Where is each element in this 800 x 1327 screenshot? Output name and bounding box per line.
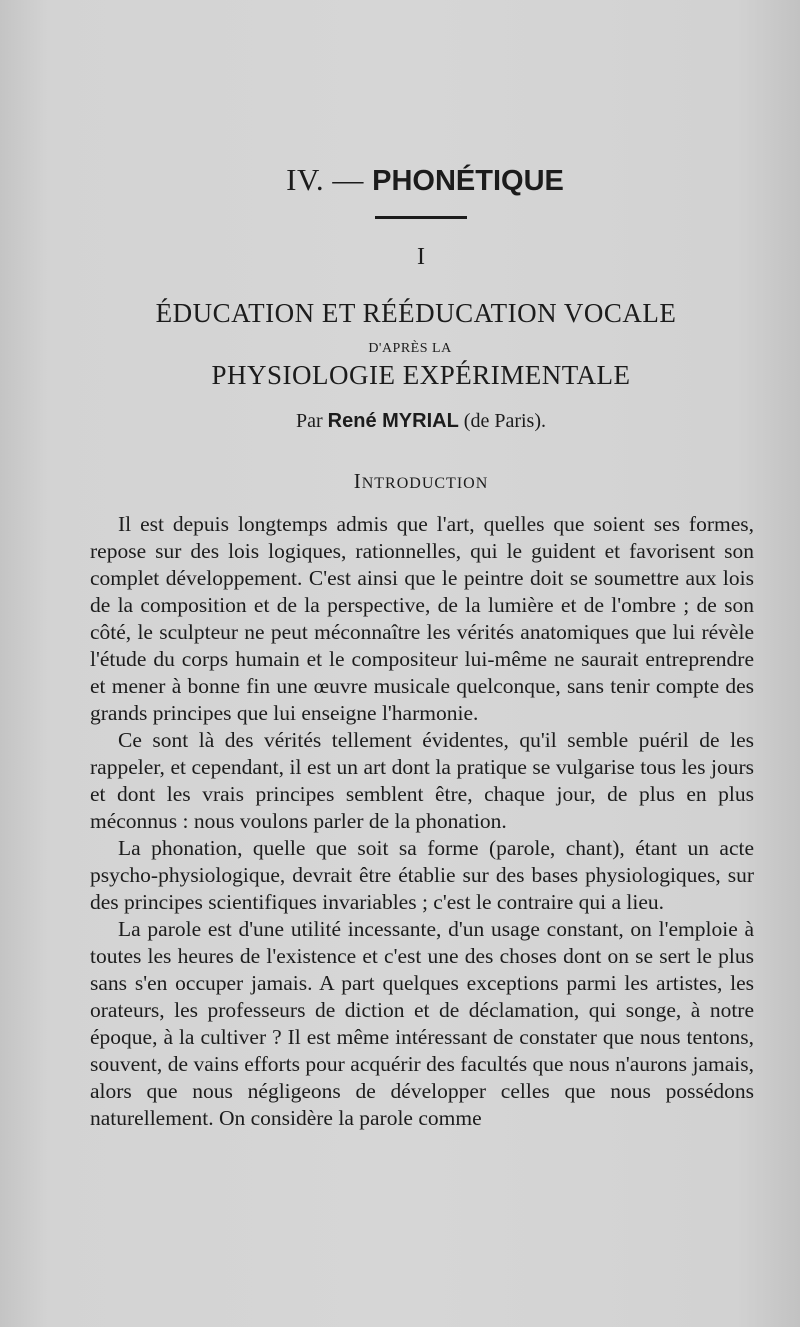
introduction-body (90, 511, 754, 1132)
chapter-dash: — (332, 162, 364, 197)
byline (0, 410, 800, 433)
chapter-number: IV. (286, 162, 325, 197)
title-connector: D'APRÈS LA (368, 341, 452, 356)
byline-suffix: (de Paris). (463, 410, 546, 432)
paragraph: Il est depuis longtemps admis que l'art, quelles que soient ses formes, repose sur des lois logiques, rationnelles, qui le guident et favorisent son complet développement. C'est ainsi que le peintre doit se soumettre aux lois de la composition et de la perspective, de la lumière et de l'ombre ; de son côté, le sculpteur ne peut méconnaître les vérités anatomiques que lui révèle l'étude du corps humain et le compositeur lui-même ne saurait entreprendre et mener à bonne fin une œuvre musicale quelconque, sans tenir compte des grands principes que lui enseigne l'harmonie. (90, 512, 754, 725)
paragraph: Ce sont là des vérités tellement évidentes, qu'il semble puéril de les rappeler, et cependant, il est un art dont la pratique se vulgarise tous les jours et dont les vrais principes semblent être, chaque jour, de plus en plus méconnus : nous voulons parler de la phonation. (90, 728, 754, 833)
paragraph: La parole est d'une utilité incessante, d'un usage constant, on l'emploie à toutes les heures de l'existence et c'est une des choses dont on se sert le plus sans s'en occuper jamais. A part quelques exceptions parmi les artistes, les orateurs, les professeurs de diction et de déclamation, qui songe, à notre époque, à la cultiver ? Il est même intéressant de constater que nous tentons, souvent, de vains efforts pour acquérir des facultés que nous n'aurons jamais, alors que nous négligeons de développer celles que nous possédons naturellement. On considère la parole comme (90, 917, 754, 1130)
introduction-heading-text: INTRODUCTION (353, 469, 489, 493)
introduction-heading (0, 469, 800, 494)
author-name: René MYRIAL (327, 410, 459, 432)
paragraph: La phonation, quelle que soit sa forme (parole, chant), étant un acte psycho-physiologique, devrait être établie sur des bases physiologiques, sur des principes scientifiques invariables ; c'est le contraire qui a lieu. (90, 836, 754, 914)
article-subtitle: PHYSIOLOGIE EXPÉRIMENTALE (211, 360, 631, 390)
title-divider (375, 216, 467, 219)
section-number: I (417, 244, 425, 270)
article-title: ÉDUCATION ET RÉÉDUCATION VOCALE (155, 298, 677, 328)
byline-prefix: Par (296, 410, 323, 432)
chapter-name: PHONÉTIQUE (372, 165, 564, 197)
chapter-title (0, 162, 800, 198)
